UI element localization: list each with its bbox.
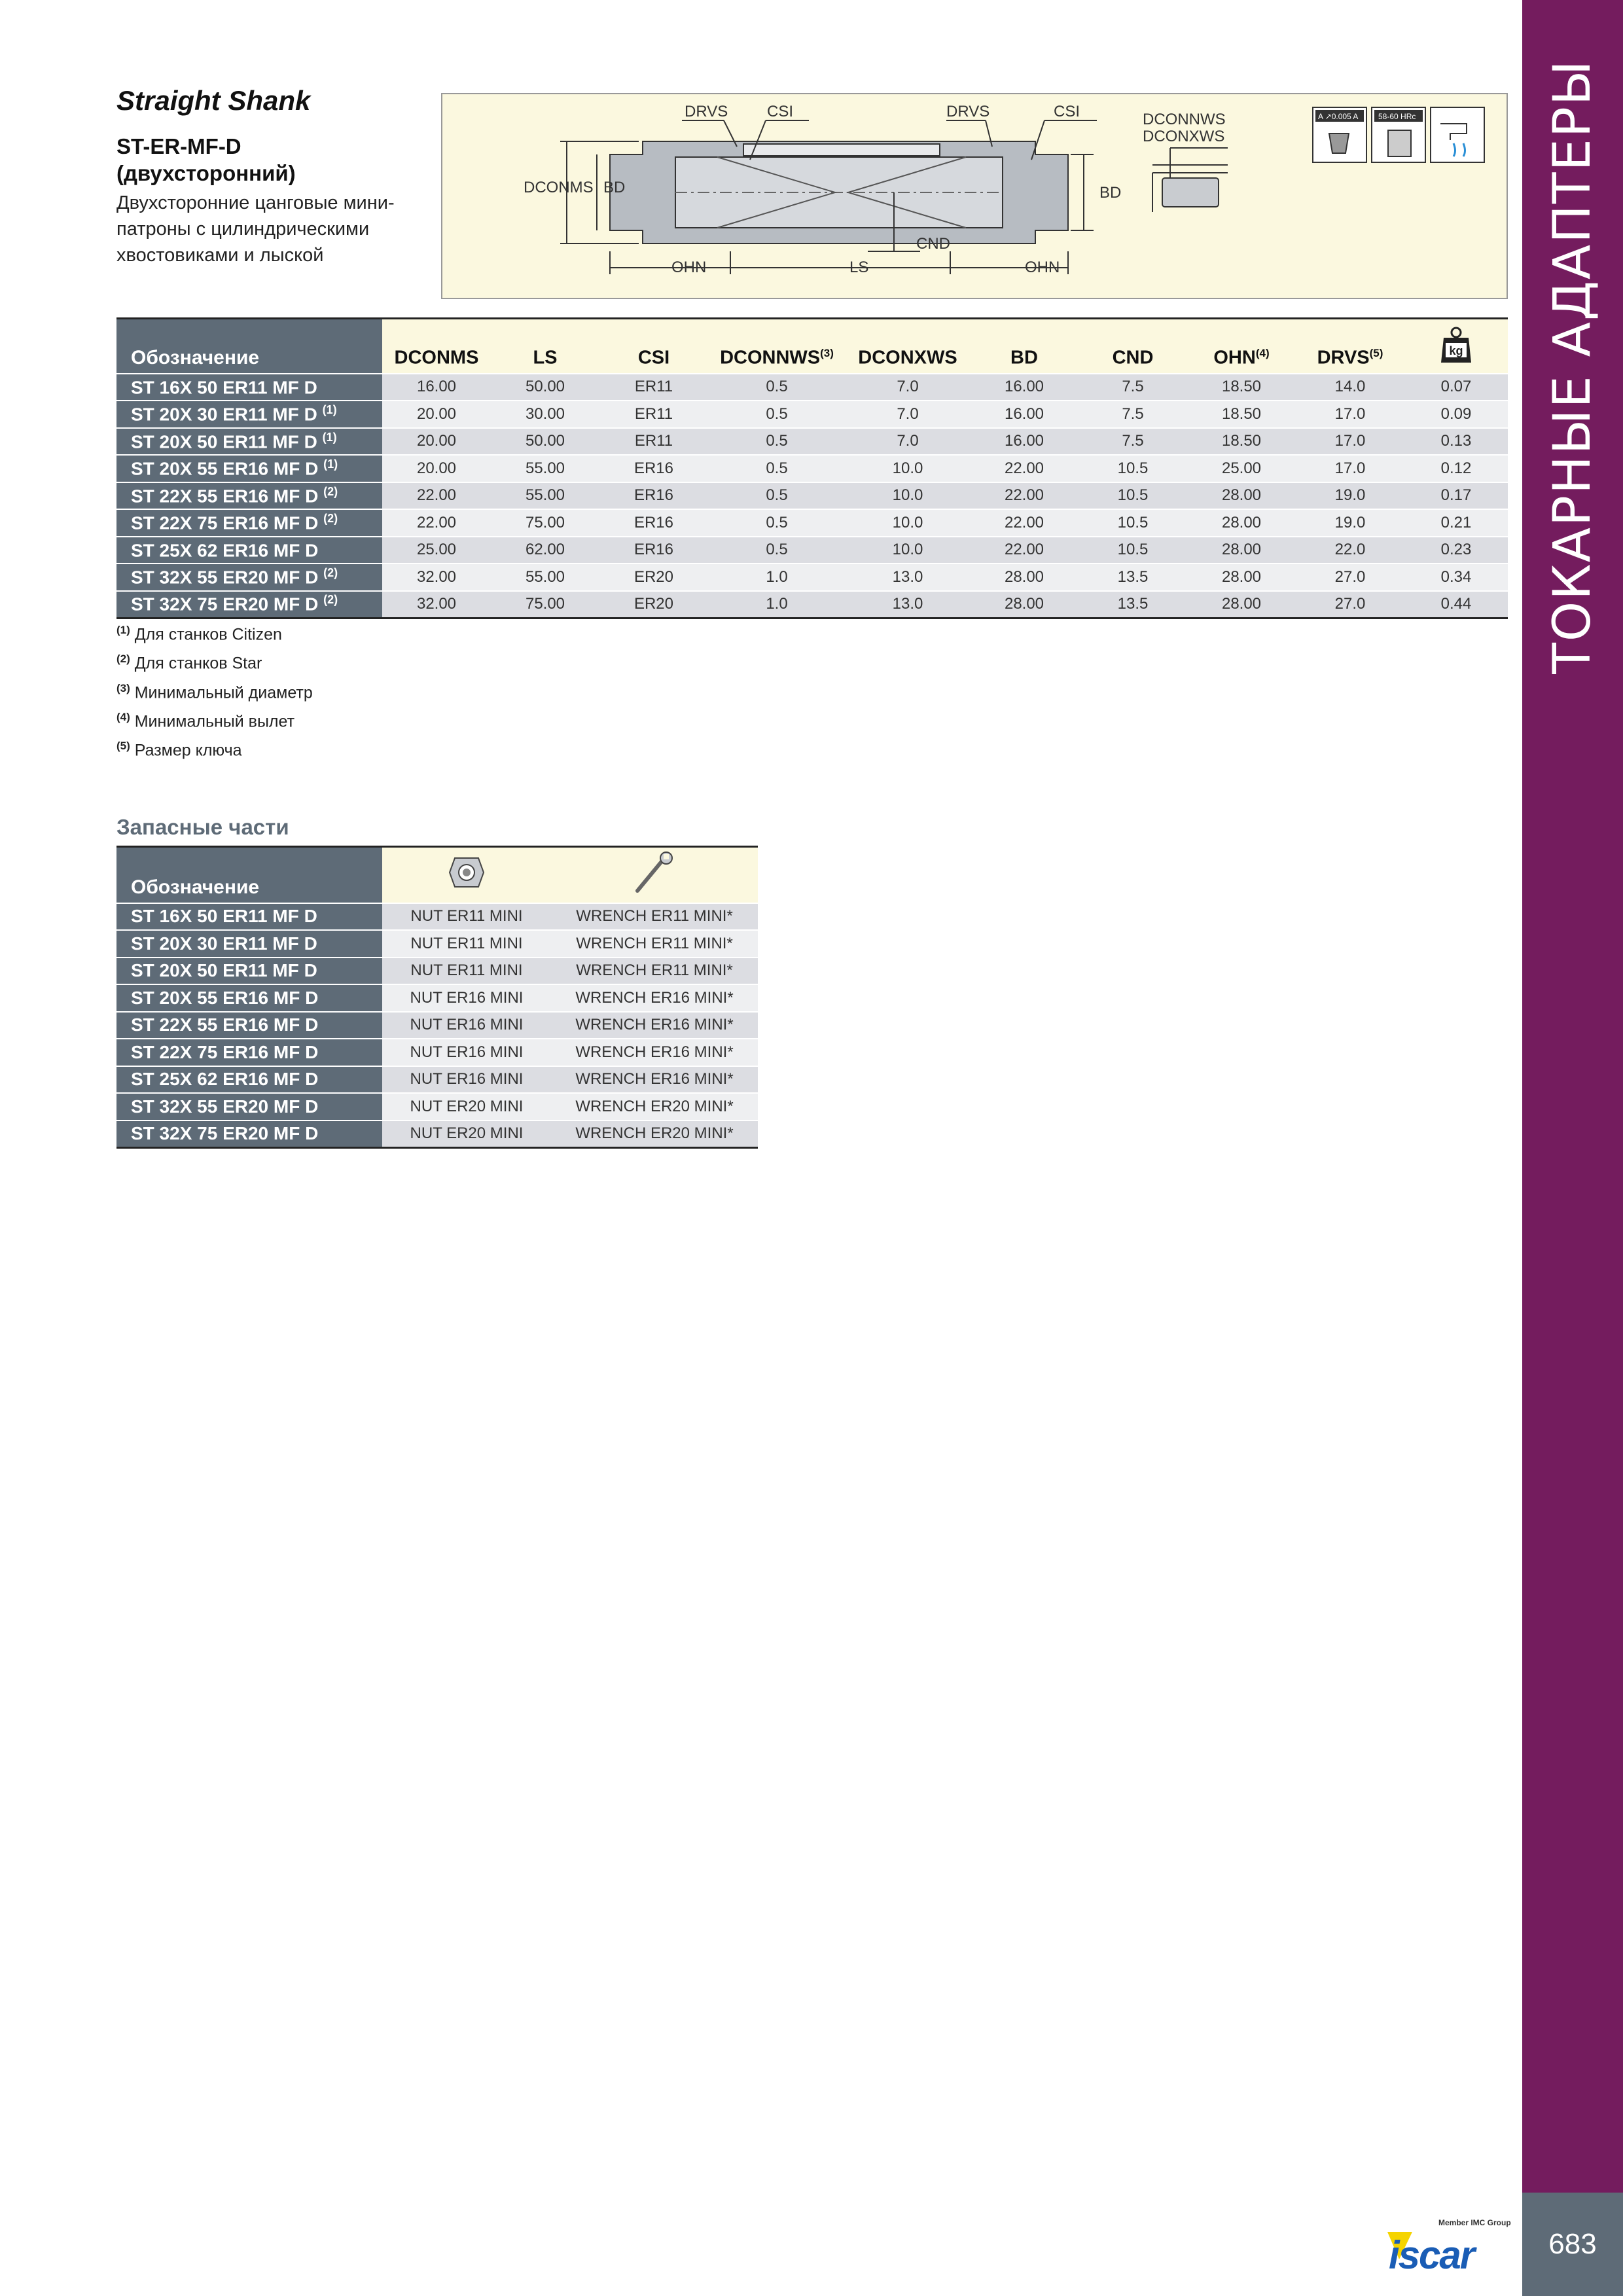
header-cnd: CND <box>1079 319 1187 374</box>
header-dconnws: DCONNWS$^{(3)}$ <box>708 319 846 374</box>
table-cell: 0.5 <box>708 374 846 401</box>
table-cell: 7.5 <box>1079 401 1187 428</box>
nut-icon <box>447 852 486 893</box>
spares-nut-cell: NUT ER16 MINI <box>382 1012 551 1039</box>
table-cell: 0.13 <box>1404 428 1508 456</box>
product-description: Двухсторонние цанговые мини- патроны с цилиндрическими хвостовиками и лыской <box>116 192 395 266</box>
table-row <box>116 564 1508 591</box>
table-row <box>116 455 1508 482</box>
table-row <box>116 401 1508 428</box>
row-designation: ST 20X 30 ER11 MF D $^{(1)}$ <box>116 401 382 428</box>
table-cell: 16.00 <box>970 401 1079 428</box>
product-table <box>116 317 1508 619</box>
svg-text:kg: kg <box>1449 344 1463 357</box>
weight-icon <box>1440 326 1472 364</box>
spares-header-nut <box>382 847 551 903</box>
table-cell: 22.00 <box>970 537 1079 564</box>
table-cell: 28.00 <box>1187 564 1296 591</box>
spares-row <box>116 984 758 1012</box>
table-cell: 27.0 <box>1296 591 1404 619</box>
table-cell: 13.0 <box>846 591 970 619</box>
spares-wrench-cell: WRENCH ER16 MINI* <box>551 984 758 1012</box>
header-dconxws: DCONXWS <box>846 319 970 374</box>
header-weight <box>1404 319 1508 374</box>
product-code-sub: (двухсторонний) <box>116 161 296 185</box>
svg-text:DCONMS: DCONMS <box>524 179 594 196</box>
table-cell: 7.0 <box>846 428 970 456</box>
table-cell: 10.5 <box>1079 455 1187 482</box>
spares-table <box>116 846 758 1149</box>
table-cell: 13.0 <box>846 564 970 591</box>
table-cell: 62.00 <box>491 537 599 564</box>
table-cell: 10.0 <box>846 509 970 537</box>
footnote: $^{(5)}$ Размер ключа <box>116 740 242 760</box>
spares-wrench-cell: WRENCH ER16 MINI* <box>551 1012 758 1039</box>
spares-wrench-cell: WRENCH ER11 MINI* <box>551 903 758 931</box>
table-cell: 50.00 <box>491 374 599 401</box>
spares-row-designation: ST 22X 75 ER16 MF D <box>116 1039 382 1066</box>
table-cell: 0.5 <box>708 482 846 510</box>
table-cell: 28.00 <box>1187 537 1296 564</box>
table-cell: 0.44 <box>1404 591 1508 619</box>
table-cell: 10.0 <box>846 482 970 510</box>
table-cell: 28.00 <box>970 564 1079 591</box>
page-number: 683 <box>1522 2193 1623 2296</box>
spares-row-designation: ST 32X 55 ER20 MF D <box>116 1093 382 1121</box>
header-bd: BD <box>970 319 1079 374</box>
table-cell: 25.00 <box>382 537 491 564</box>
row-designation: ST 32X 55 ER20 MF D $^{(2)}$ <box>116 564 382 591</box>
spares-row <box>116 903 758 931</box>
table-cell: 32.00 <box>382 591 491 619</box>
table-cell: 75.00 <box>491 509 599 537</box>
spares-header-wrench <box>551 847 758 903</box>
table-cell: 10.5 <box>1079 537 1187 564</box>
footnote: $^{(1)}$ Для станков Citizen <box>116 624 282 644</box>
svg-text:Member IMC Group: Member IMC Group <box>1438 2218 1511 2227</box>
table-cell: 7.0 <box>846 401 970 428</box>
spares-nut-cell: NUT ER16 MINI <box>382 1066 551 1094</box>
footnote: $^{(3)}$ Минимальный диаметр <box>116 681 313 702</box>
product-code: ST-ER-MF-D <box>116 134 241 158</box>
table-cell: 14.0 <box>1296 374 1404 401</box>
row-designation: ST 22X 75 ER16 MF D $^{(2)}$ <box>116 509 382 537</box>
spares-nut-cell: NUT ER20 MINI <box>382 1121 551 1148</box>
table-cell: ER16 <box>599 482 708 510</box>
svg-text:CND: CND <box>916 235 950 253</box>
svg-text:BD: BD <box>1099 184 1122 202</box>
spares-row-designation: ST 20X 55 ER16 MF D <box>116 984 382 1012</box>
spares-wrench-cell: WRENCH ER11 MINI* <box>551 958 758 985</box>
table-row <box>116 482 1508 510</box>
table-cell: 28.00 <box>1187 482 1296 510</box>
spares-row <box>116 958 758 985</box>
table-cell: 7.0 <box>846 374 970 401</box>
table-cell: 28.00 <box>1187 509 1296 537</box>
table-cell: 0.5 <box>708 428 846 456</box>
spares-row <box>116 1066 758 1094</box>
svg-text:OHN: OHN <box>1025 259 1060 276</box>
table-cell: 32.00 <box>382 564 491 591</box>
footnote: $^{(4)}$ Минимальный вылет <box>116 710 295 731</box>
table-cell: 13.5 <box>1079 564 1187 591</box>
spares-nut-cell: NUT ER16 MINI <box>382 984 551 1012</box>
table-cell: 0.12 <box>1404 455 1508 482</box>
spares-row <box>116 1121 758 1148</box>
table-cell: ER11 <box>599 401 708 428</box>
spares-header-row <box>116 847 758 903</box>
svg-text:DRVS: DRVS <box>685 103 728 120</box>
table-cell: 17.0 <box>1296 401 1404 428</box>
iscar-logo-svg <box>1386 2212 1514 2275</box>
table-cell: 75.00 <box>491 591 599 619</box>
table-cell: ER16 <box>599 455 708 482</box>
table-cell: ER16 <box>599 509 708 537</box>
table-cell: 20.00 <box>382 455 491 482</box>
spares-nut-cell: NUT ER11 MINI <box>382 930 551 958</box>
table-cell: 18.50 <box>1187 401 1296 428</box>
svg-text:58-60 HRc: 58-60 HRc <box>1378 112 1416 121</box>
table-cell: ER20 <box>599 564 708 591</box>
table-cell: 22.00 <box>970 482 1079 510</box>
spares-row-designation: ST 20X 50 ER11 MF D <box>116 958 382 985</box>
table-cell: 0.21 <box>1404 509 1508 537</box>
table-cell: 10.5 <box>1079 509 1187 537</box>
spares-nut-cell: NUT ER20 MINI <box>382 1093 551 1121</box>
table-cell: 1.0 <box>708 591 846 619</box>
spares-nut-cell: NUT ER16 MINI <box>382 1039 551 1066</box>
table-cell: 10.5 <box>1079 482 1187 510</box>
header-drvs: DRVS$^{(5)}$ <box>1296 319 1404 374</box>
table-cell: ER20 <box>599 591 708 619</box>
table-row <box>116 591 1508 619</box>
table-cell: 0.5 <box>708 455 846 482</box>
table-cell: 0.09 <box>1404 401 1508 428</box>
wrench-icon <box>628 852 681 893</box>
table-cell: 19.0 <box>1296 482 1404 510</box>
table-cell: 7.5 <box>1079 428 1187 456</box>
table-cell: 17.0 <box>1296 455 1404 482</box>
spares-row-designation: ST 16X 50 ER11 MF D <box>116 903 382 931</box>
spares-row <box>116 930 758 958</box>
row-designation: ST 20X 55 ER16 MF D $^{(1)}$ <box>116 455 382 482</box>
row-designation: ST 20X 50 ER11 MF D $^{(1)}$ <box>116 428 382 456</box>
footnotes <box>116 618 313 763</box>
table-cell: 18.50 <box>1187 374 1296 401</box>
table-cell: 0.17 <box>1404 482 1508 510</box>
table-row <box>116 509 1508 537</box>
spares-nut-cell: NUT ER11 MINI <box>382 958 551 985</box>
table-row <box>116 374 1508 401</box>
svg-text:CSI: CSI <box>1054 103 1080 120</box>
table-cell: 13.5 <box>1079 591 1187 619</box>
spares-row-designation: ST 22X 55 ER16 MF D <box>116 1012 382 1039</box>
spares-nut-cell: NUT ER11 MINI <box>382 903 551 931</box>
header-ls: LS <box>491 319 599 374</box>
table-cell: 28.00 <box>1187 591 1296 619</box>
table-row <box>116 428 1508 456</box>
table-cell: 20.00 <box>382 428 491 456</box>
technical-drawing <box>441 93 1508 299</box>
table-cell: 22.00 <box>970 455 1079 482</box>
header-designation: Обозначение <box>116 319 382 374</box>
spares-wrench-cell: WRENCH ER11 MINI* <box>551 930 758 958</box>
header-csi: CSI <box>599 319 708 374</box>
spares-wrench-cell: WRENCH ER20 MINI* <box>551 1093 758 1121</box>
svg-text:DCONNWS: DCONNWS <box>1143 111 1226 128</box>
table-cell: 55.00 <box>491 564 599 591</box>
row-designation: ST 22X 55 ER16 MF D $^{(2)}$ <box>116 482 382 510</box>
table-cell: 16.00 <box>970 428 1079 456</box>
row-designation: ST 16X 50 ER11 MF D <box>116 374 382 401</box>
table-cell: 10.0 <box>846 455 970 482</box>
svg-text:iscar: iscar <box>1389 2233 1474 2275</box>
spares-row <box>116 1093 758 1121</box>
row-designation: ST 32X 75 ER20 MF D $^{(2)}$ <box>116 591 382 619</box>
table-cell: 55.00 <box>491 482 599 510</box>
section-title: Straight Shank <box>116 85 311 116</box>
side-title: ТОКАРНЫЕ АДАПТЕРЫ <box>1543 59 1602 674</box>
table-cell: ER11 <box>599 374 708 401</box>
table-cell: 10.0 <box>846 537 970 564</box>
svg-text:A ↗0.005 A: A ↗0.005 A <box>1318 112 1359 121</box>
table-cell: 1.0 <box>708 564 846 591</box>
iscar-logo <box>1386 2212 1514 2275</box>
table-row <box>116 537 1508 564</box>
drawing-svg <box>442 94 1509 300</box>
table-cell: 20.00 <box>382 401 491 428</box>
table-cell: 30.00 <box>491 401 599 428</box>
table-cell: 22.00 <box>382 509 491 537</box>
spares-row <box>116 1039 758 1066</box>
row-designation: ST 25X 62 ER16 MF D <box>116 537 382 564</box>
table-cell: 18.50 <box>1187 428 1296 456</box>
spares-wrench-cell: WRENCH ER20 MINI* <box>551 1121 758 1148</box>
table-cell: 0.23 <box>1404 537 1508 564</box>
svg-text:DRVS: DRVS <box>946 103 990 120</box>
spares-title: Запасные части <box>116 815 289 839</box>
table-cell: 16.00 <box>970 374 1079 401</box>
header-dconms: DCONMS <box>382 319 491 374</box>
table-cell: 17.0 <box>1296 428 1404 456</box>
table-cell: ER11 <box>599 428 708 456</box>
header-ohn: OHN$^{(4)}$ <box>1187 319 1296 374</box>
table-header-row <box>116 319 1508 374</box>
table-cell: 28.00 <box>970 591 1079 619</box>
table-cell: 7.5 <box>1079 374 1187 401</box>
table-cell: 22.00 <box>970 509 1079 537</box>
table-cell: 19.0 <box>1296 509 1404 537</box>
svg-text:DCONXWS: DCONXWS <box>1143 128 1225 145</box>
spares-wrench-cell: WRENCH ER16 MINI* <box>551 1066 758 1094</box>
table-cell: 55.00 <box>491 455 599 482</box>
table-cell: 0.5 <box>708 401 846 428</box>
footnote: $^{(2)}$ Для станков Star <box>116 653 262 673</box>
table-cell: ER16 <box>599 537 708 564</box>
spares-wrench-cell: WRENCH ER16 MINI* <box>551 1039 758 1066</box>
table-cell: 0.07 <box>1404 374 1508 401</box>
table-cell: 50.00 <box>491 428 599 456</box>
table-cell: 25.00 <box>1187 455 1296 482</box>
spares-row-designation: ST 25X 62 ER16 MF D <box>116 1066 382 1094</box>
table-cell: 0.34 <box>1404 564 1508 591</box>
svg-text:BD: BD <box>603 179 626 196</box>
svg-text:LS: LS <box>849 259 869 276</box>
spares-header-designation: Обозначение <box>116 847 382 903</box>
table-cell: 0.5 <box>708 537 846 564</box>
table-cell: 27.0 <box>1296 564 1404 591</box>
svg-text:OHN: OHN <box>671 259 707 276</box>
spares-row-designation: ST 32X 75 ER20 MF D <box>116 1121 382 1148</box>
table-cell: 22.0 <box>1296 537 1404 564</box>
table-cell: 22.00 <box>382 482 491 510</box>
table-cell: 0.5 <box>708 509 846 537</box>
svg-text:CSI: CSI <box>767 103 794 120</box>
table-cell: 16.00 <box>382 374 491 401</box>
spares-row <box>116 1012 758 1039</box>
spares-row-designation: ST 20X 30 ER11 MF D <box>116 930 382 958</box>
